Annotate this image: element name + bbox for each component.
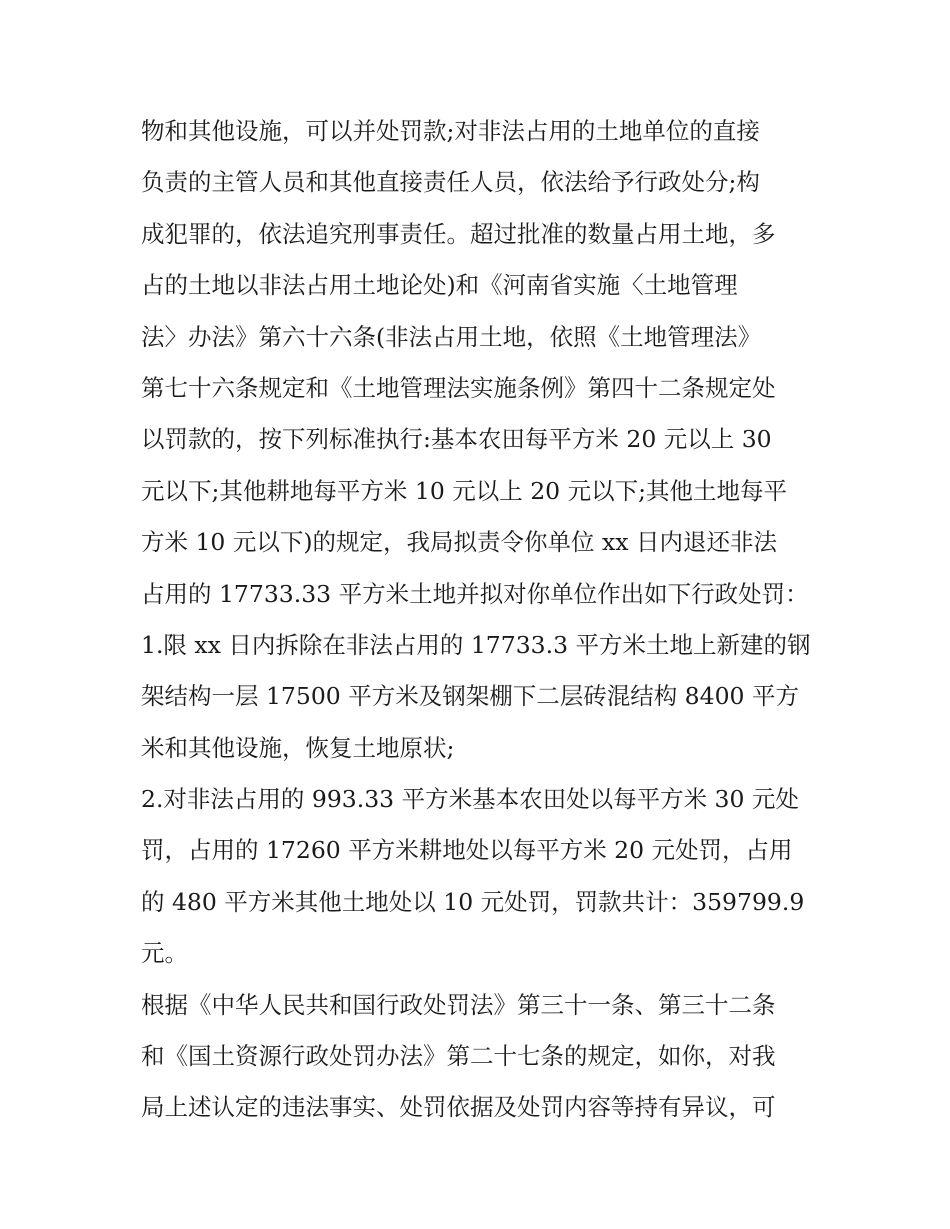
text-line: 和《国土资源行政处罚办法》第二十七条的规定，如你，对我 [141,1042,776,1071]
body-text [141,106,821,1134]
text-line: 的 480 平方米其他土地处以 10 元处罚，罚款共计：359799.9 [141,887,805,916]
list-item-2: 2.对非法占用的 993.33 平方米基本农田处以每平方米 30 元处 [141,785,799,814]
text-line: 以罚款的，按下列标准执行:基本农田每平方米 20 元以上 30 [141,425,772,454]
text-line: 元以下;其他耕地每平方米 10 元以上 20 元以下;其他土地每平 [141,476,788,505]
text-line: 物和其他设施，可以并处罚款;对非法占用的土地单位的直接 [141,117,760,145]
text-line: 成犯罪的，依法追究刑事责任。超过批准的数量占用土地，多 [141,219,776,248]
text-line: 局上述认定的违法事实、处罚依据及处罚内容等持有异议，可 [141,1093,776,1122]
text-line: 负责的主管人员和其他直接责任人员，依法给予行政处分;构 [141,168,760,197]
text-line: 法〉办法》第六十六条(非法占用土地，依照《土地管理法》 [141,322,762,351]
text-line: 米和其他设施，恢复土地原状; [141,733,455,762]
list-item-1: 1.限 xx 日内拆除在非法占用的 17733.3 平方米土地上新建的钢 [141,630,811,659]
text-line: 方米 10 元以下)的规定，我局拟责令你单位 xx 日内退还非法 [141,528,777,557]
text-line: 第七十六条规定和《土地管理法实施条例》第四十二条规定处 [141,373,776,402]
text-line: 占的土地以非法占用土地论处)和《河南省实施〈土地管理 [141,271,738,300]
text-line: 根据《中华人民共和国行政处罚法》第三十一条、第三十二条 [141,990,776,1019]
text-line: 元。 [141,939,188,968]
text-line: 架结构一层 17500 平方米及钢架棚下二层砖混结构 8400 平方 [141,682,799,711]
text-line: 罚，占用的 17260 平方米耕地处以每平方米 20 元处罚，占用 [141,836,793,865]
text-line: 占用的 17733.33 平方米土地并拟对你单位作出如下行政处罚： [141,579,809,608]
